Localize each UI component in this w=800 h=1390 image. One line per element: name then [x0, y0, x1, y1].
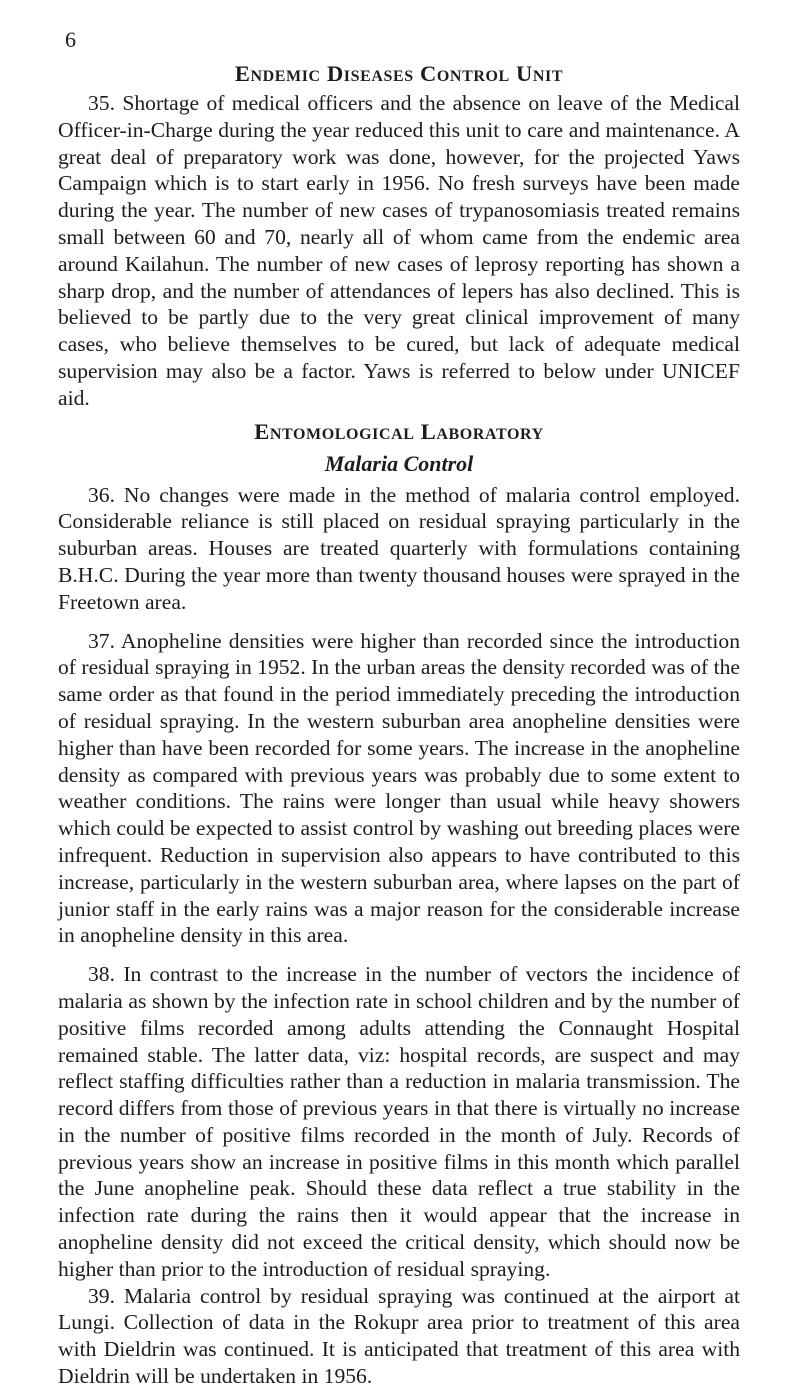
- page-number: 6: [65, 27, 76, 52]
- section-heading-entomological-laboratory: Entomological Laboratory: [254, 418, 544, 444]
- section-heading-endemic-diseases: Endemic Diseases Control Unit: [234, 61, 564, 86]
- paragraph-35: 35. Shortage of medical officers and the absence on leave of the Medical Officer-in-Charge during the year reduced this unit to care and maintenance. A great deal of preparatory work was done, however, for the projected Yaws Campaign which is to start early in 1956. No fresh surveys have been made during the year. The number of new cases of trypanosomiasis treated remains small between 60 and 70, nearly all of whom came from the endemic area around Kailahun. The number of new cases of leprosy reporting has shown a sharp drop, and the number of attendances of lepers has also declined. This is believed to be partly due to the very great clinical improvement of many cases, who believe themselves to be cured, but lack of adequate medical supervision may also be a factor. Yaws is referred to below under UNICEF aid.: [58, 91, 740, 410]
- subheading-malaria-control: Malaria Control: [324, 450, 474, 476]
- document-page: [58, 28, 740, 1390]
- paragraph-37: 37. Anopheline densities were higher than recorded since the introduction of residual spraying in 1952. In the urban areas the density recorded was of the same order as that found in the period immediately preceding the introduction of residual spraying. In the western suburban area anopheline densities were higher than have been recorded for some years. The increase in the anopheline density as compared with previous years was probably due to some extent to weather conditions. The rains were longer than usual while heavy showers which could be expected to assist control by washing out breeding places were infrequent. Reduction in supervision also appears to have contributed to this increase, particularly in the western suburban area, where lapses on the part of junior staff in the early rains was a major reason for the considerable increase in anopheline density in this area.: [58, 628, 740, 948]
- paragraph-39: 39. Malaria control by residual spraying was continued at the airport at Lungi. Collection of data in the Rokupr area prior to treatment of this area with Dieldrin was continued. It is anticipated that treatment of this area with Dieldrin will be undertaken in 1956.: [58, 1283, 740, 1389]
- paragraph-38: 38. In contrast to the increase in the number of vectors the incidence of malaria as shown by the infection rate in school children and by the number of positive films recorded among adults attending the Connaught Hospital remained stable. The latter data, viz: hospital records, are suspect and may reflect staffing difficulties rather than a reduction in malaria transmission. The record differs from those of previous years in that there is virtually no increase in the number of positive films recorded in the month of July. Records of previous years show an increase in positive films in this month which parallel the June anopheline peak. Should these data reflect a true stability in the infection rate during the rains then it would appear that the increase in anopheline density did not exceed the critical density, which should now be higher than prior to the introduction of residual spraying.: [58, 962, 740, 1281]
- paragraph-36: 36. No changes were made in the method of malaria control employed. Considerable reliance is still placed on residual spraying particularly in the suburban areas. Houses are treated quarterly with formulations containing B.H.C. During the year more than twenty thousand houses were sprayed in the Freetown area.: [58, 482, 740, 614]
